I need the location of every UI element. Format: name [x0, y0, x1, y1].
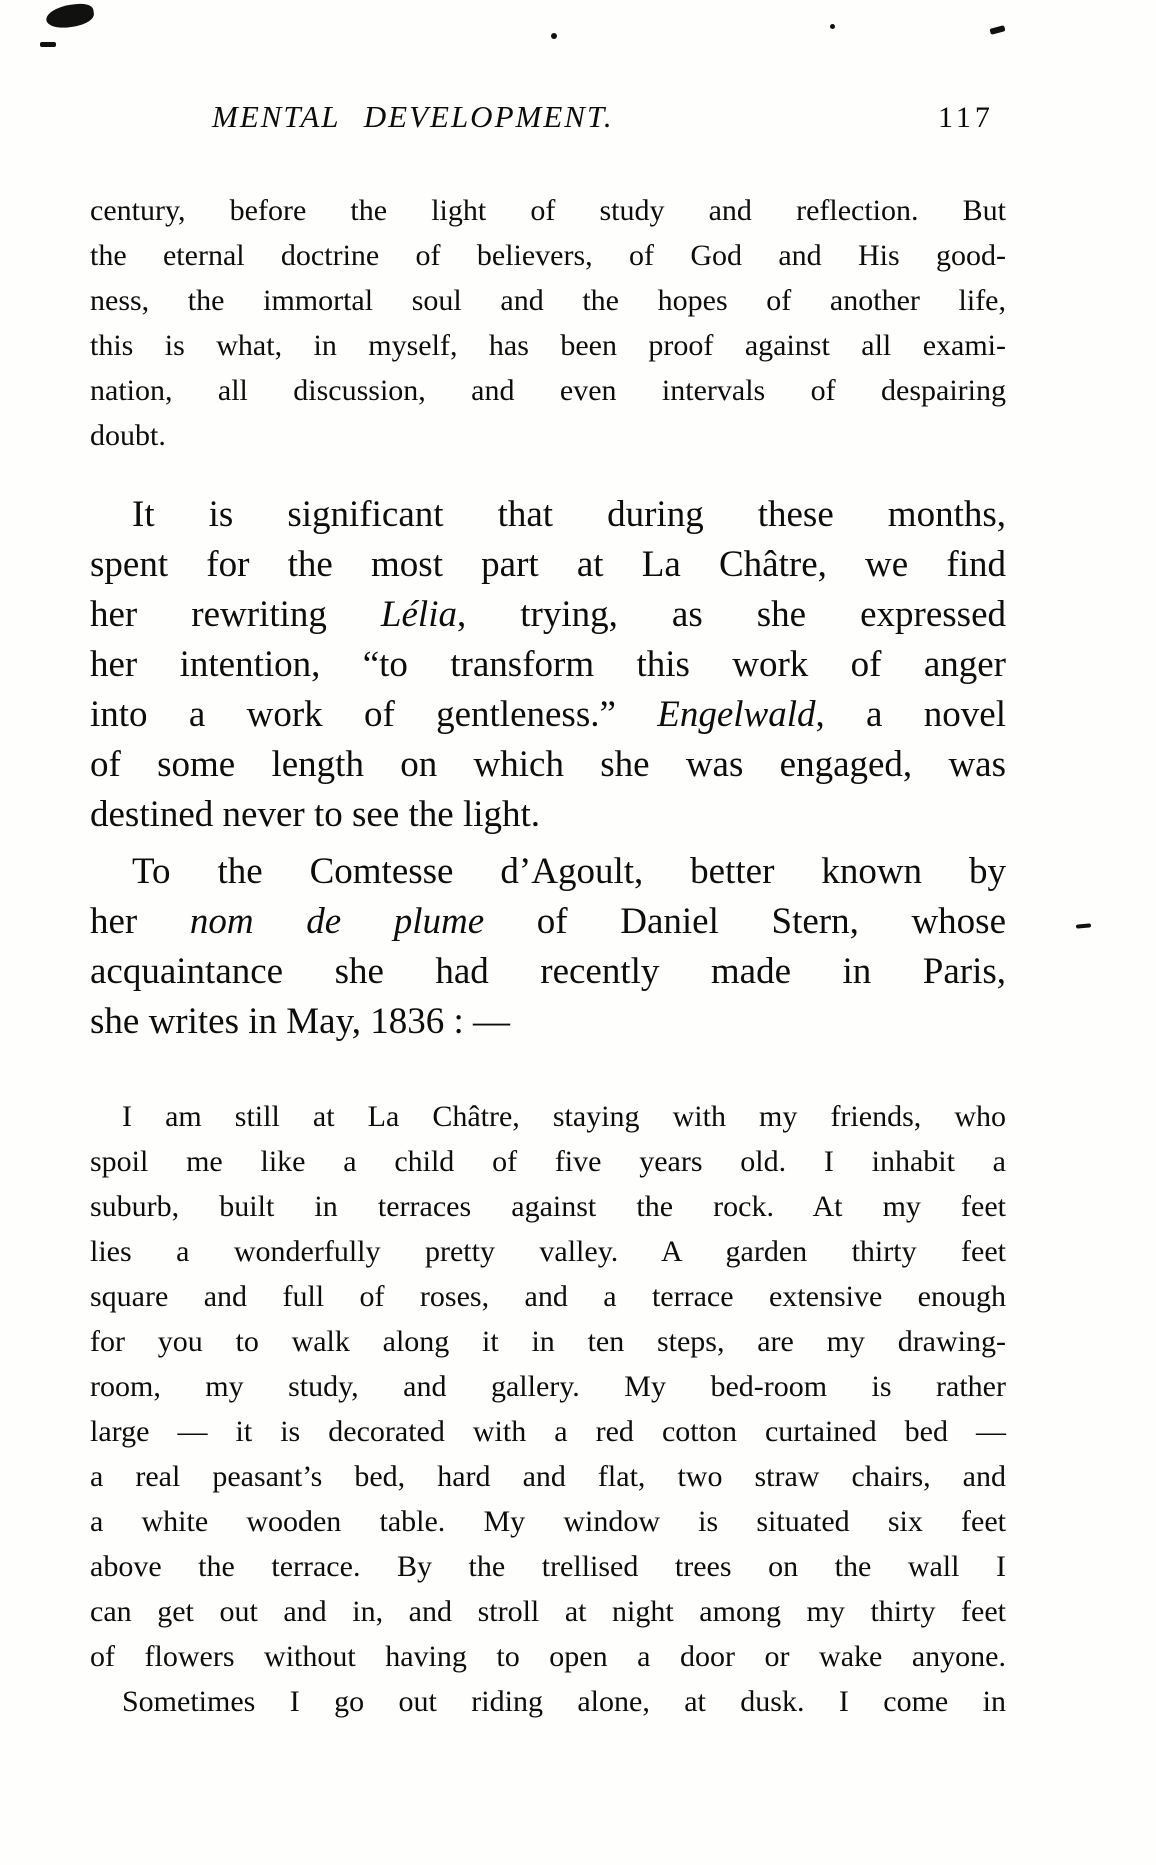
text-line: the eternal doctrine of believers, of God and His good- — [90, 239, 1006, 272]
ink-mark — [40, 42, 56, 47]
text-line: of flowers without having to open a door or wake anyone. — [90, 1640, 1006, 1673]
text-line: for you to walk along it in ten steps, are my drawing- — [90, 1325, 1006, 1358]
text-line: lies a wonderfully pretty valley. A garden thirty feet — [90, 1235, 1006, 1268]
text-line: acquaintance she had recently made in Paris, — [90, 951, 1006, 992]
text-line: suburb, built in terraces against the rock. At my feet — [90, 1190, 1006, 1223]
text-line: this is what, in myself, has been proof against all exami- — [90, 329, 1006, 362]
text-line: square and full of roses, and a terrace extensive enough — [90, 1280, 1006, 1313]
text-line: room, my study, and gallery. My bed-room is rather — [90, 1370, 1006, 1403]
main-text-paragraph-1 — [90, 490, 1006, 840]
text-line: her nom de plume of Daniel Stern, whose — [90, 901, 1006, 942]
italic-text: nom de plume — [189, 901, 485, 942]
text-line: It is significant that during these months, — [132, 494, 1006, 535]
ink-mark — [45, 2, 96, 30]
ink-mark — [551, 33, 557, 39]
quoted-passage-continuation — [90, 188, 1006, 458]
text-line: she writes in May, 1836 : — — [90, 1001, 510, 1042]
main-text-paragraph-2 — [90, 847, 1006, 1047]
text-line: doubt. — [90, 419, 166, 452]
text-line: a white wooden table. My window is situated six feet — [90, 1505, 1006, 1538]
text-line: her intention, “to transform this work of anger — [90, 644, 1006, 685]
ink-mark — [1076, 923, 1091, 928]
text-line: spoil me like a child of five years old. I inhabit a — [90, 1145, 1006, 1178]
text-line: above the terrace. By the trellised trees on the wall I — [90, 1550, 1006, 1583]
text-line: into a work of gentleness.” Engelwald, a novel — [90, 694, 1006, 735]
text-line: ness, the immortal soul and the hopes of another life, — [90, 284, 1006, 317]
page-number: 117 — [938, 101, 994, 134]
text-line: destined never to see the light. — [90, 794, 541, 835]
text-line: of some length on which she was engaged, was — [90, 744, 1006, 785]
ink-mark — [989, 25, 1005, 35]
text-line: I am still at La Châtre, staying with my friends, who — [122, 1100, 1006, 1133]
text-line: spent for the most part at La Châtre, we find — [90, 544, 1006, 585]
italic-text: Lélia — [380, 594, 457, 635]
running-header-title: MENTAL DEVELOPMENT. — [212, 99, 614, 134]
text-line: century, before the light of study and reflection. But — [90, 194, 1006, 227]
text-line: nation, all discussion, and even intervals of despairing — [90, 374, 1006, 407]
text-line: her rewriting Lélia, trying, as she expressed — [90, 594, 1006, 635]
letter-extract-paragraph-1 — [90, 1094, 1006, 1679]
text-line: can get out and in, and stroll at night among my thirty feet — [90, 1595, 1006, 1628]
italic-text: Engelwald — [657, 694, 816, 735]
text-line: large — it is decorated with a red cotton curtained bed — — [90, 1415, 1006, 1448]
letter-extract-paragraph-2 — [90, 1679, 1006, 1724]
text-line: a real peasant’s bed, hard and flat, two straw chairs, and — [90, 1460, 1006, 1493]
ink-mark — [830, 24, 835, 29]
text-line: To the Comtesse d’Agoult, better known by — [132, 851, 1006, 892]
text-line: Sometimes I go out riding alone, at dusk. I come in — [122, 1685, 1006, 1718]
